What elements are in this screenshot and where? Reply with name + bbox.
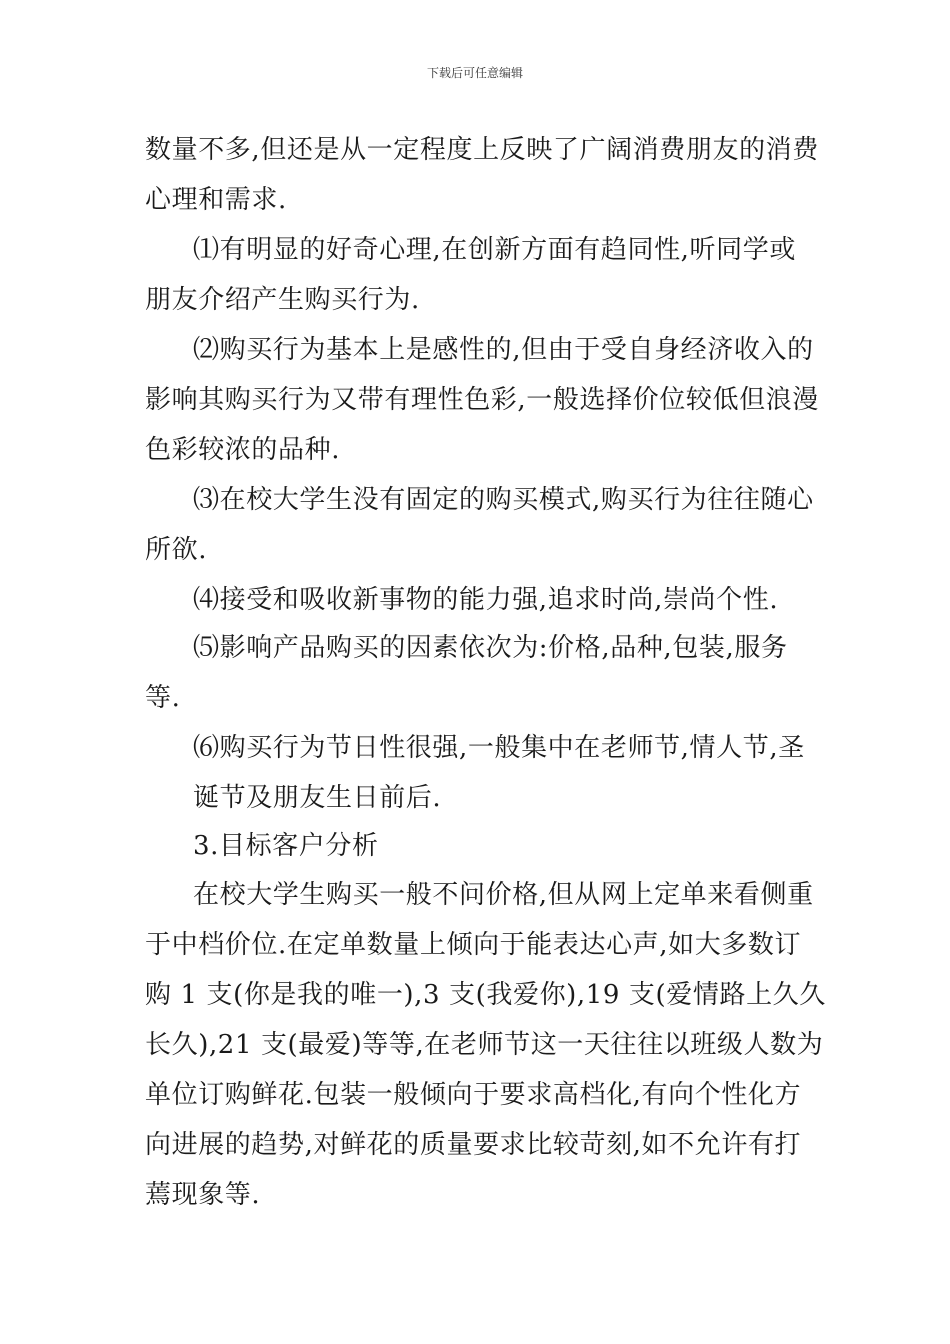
list-item-line: ⑸影响产品购买的因素依次为:价格,品种,包装,服务 — [193, 633, 788, 663]
body-line: 向进展的趋势,对鲜花的质量要求比较苛刻,如不允许有打 — [145, 1130, 802, 1160]
body-line: 诞节及朋友生日前后. — [193, 783, 442, 813]
body-line: 所欲. — [145, 535, 208, 565]
page-header: 下载后可任意编辑 — [426, 66, 523, 80]
body-line: 购 1 支(你是我的唯一),3 支(我爱你),19 支(爱情路上久久 — [145, 980, 826, 1010]
body-line: 单位订购鲜花.包装一般倾向于要求高档化,有向个性化方 — [145, 1080, 802, 1110]
section-heading: 3.目标客户分析 — [193, 831, 379, 861]
body-line: 于中档价位.在定单数量上倾向于能表达心声,如大多数订 — [145, 930, 802, 960]
list-item-line: ⑵购买行为基本上是感性的,但由于受自身经济收入的 — [193, 335, 814, 365]
body-line: 数量不多,但还是从一定程度上反映了广阔消费朋友的消费 — [145, 135, 819, 165]
body-line: 等. — [145, 683, 181, 713]
body-line: 长久),21 支(最爱)等等,在老师节这一天往往以班级人数为 — [145, 1030, 824, 1060]
body-line: 在校大学生购买一般不问价格,但从网上定单来看侧重 — [193, 880, 814, 910]
list-item-line: ⑹购买行为节日性很强,一般集中在老师节,情人节,圣 — [193, 733, 805, 763]
body-line: 影响其购买行为又带有理性色彩,一般选择价位较低但浪漫 — [145, 385, 819, 415]
list-item-line: ⑷接受和吸收新事物的能力强,追求时尚,崇尚个性. — [193, 585, 779, 615]
body-line: 朋友介绍产生购买行为. — [145, 285, 420, 315]
body-line: 心理和需求. — [145, 185, 287, 215]
list-item-line: ⑶在校大学生没有固定的购买模式,购买行为往往随心 — [193, 485, 814, 515]
body-line: 色彩较浓的品种. — [145, 435, 341, 465]
body-line: 蔫现象等. — [145, 1180, 261, 1210]
list-item-line: ⑴有明显的好奇心理,在创新方面有趋同性,听同学或 — [193, 235, 796, 265]
